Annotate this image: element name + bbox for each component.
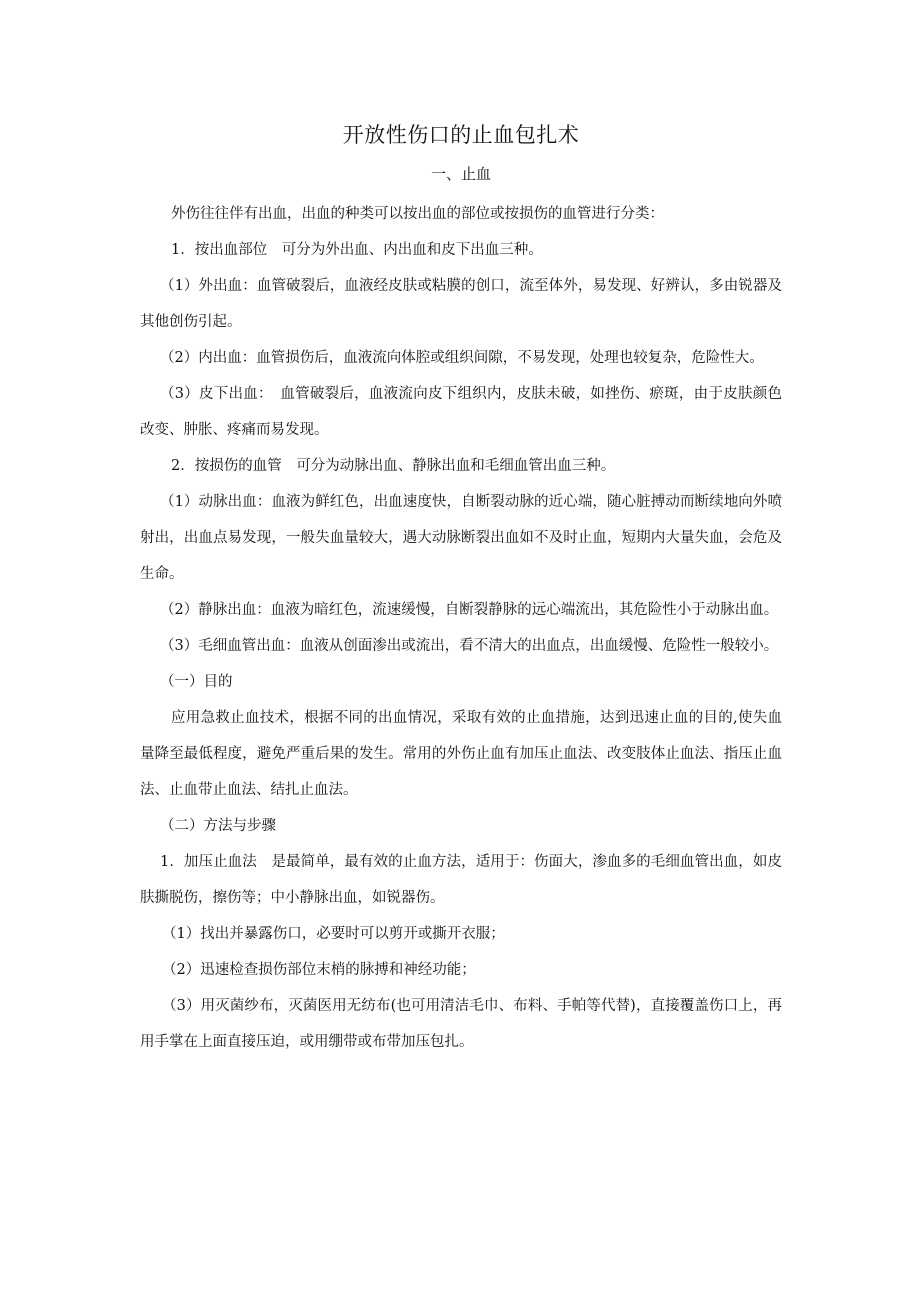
paragraph-step-2: （2）迅速检查损伤部位末梢的脉搏和神经功能； <box>162 962 476 978</box>
document-title: 开放性伤口的止血包扎术 <box>342 123 580 147</box>
paragraph-external-bleeding: （1）外出血：血管破裂后，血液经皮肤或粘膜的创口，流至体外，易发现、好辨认，多由锐器及其他创伤引起。 <box>140 278 782 330</box>
paragraph-internal-bleeding: （2）内出血：血管损伤后，血液流向体腔或组织间隙，不易发现，处理也较复杂，危险性大。 <box>160 350 764 366</box>
document-body <box>140 118 782 1060</box>
paragraph-venous-bleeding: （2）静脉出血：血液为暗红色，流速缓慢，自断裂静脉的远心端流出，其危险性小于动脉出血。 <box>160 602 779 618</box>
subheading-purpose: （一）目的 <box>160 674 233 690</box>
subheading-methods: （二）方法与步骤 <box>160 818 276 834</box>
section-heading: 一、止血 <box>430 165 491 183</box>
paragraph-intro: 外伤往往伴有出血，出血的种类可以按出血的部位或按损伤的血管进行分类： <box>171 206 664 222</box>
paragraph-step-3: （3）用灭菌纱布，灭菌医用无纺布(也可用清洁毛巾、布料、手帕等代替)，直接覆盖伤口上，再用手掌在上面直接压迫，或用绷带或布带加压包扎。 <box>140 998 782 1050</box>
paragraph-pressure-method: 1．加压止血法 是最简单，最有效的止血方法，适用于：伤面大，渗血多的毛细血管出血，如皮肤撕脱伤，擦伤等；中小静脉出血，如锐器伤。 <box>140 854 782 906</box>
paragraph-by-location: 1．按出血部位 可分为外出血、内出血和皮下出血三种。 <box>171 242 543 258</box>
paragraph-step-1: （1）找出并暴露伤口，必要时可以剪开或撕开衣服； <box>162 926 505 942</box>
paragraph-purpose: 应用急救止血技术，根据不同的出血情况，采取有效的止血措施，达到迅速止血的目的,使失血量降至最低程度，避免严重后果的发生。常用的外伤止血有加压止血法、改变肢体止血法、指压止血法、止血带止血法、结扎止血法。 <box>140 710 782 798</box>
paragraph-subcutaneous-bleeding: （3）皮下出血： 血管破裂后，血液流向皮下组织内，皮肤未破，如挫伤、瘀斑，由于皮肤颜色改变、肿胀、疼痛而易发现。 <box>140 386 782 438</box>
paragraph-by-vessel: 2．按损伤的血管 可分为动脉出血、静脉出血和毛细血管出血三种。 <box>171 458 616 474</box>
paragraph-capillary-bleeding: （3）毛细血管出血：血液从创面渗出或流出，看不清大的出血点，出血缓慢、危险性一般较小。 <box>160 638 779 654</box>
paragraph-arterial-bleeding: （1）动脉出血：血液为鲜红色，出血速度快，自断裂动脉的近心端，随心脏搏动而断续地向外喷射出，出血点易发现，一般失血量较大，遇大动脉断裂出血如不及时止血，短期内大量失血，会危及生命。 <box>140 494 782 582</box>
